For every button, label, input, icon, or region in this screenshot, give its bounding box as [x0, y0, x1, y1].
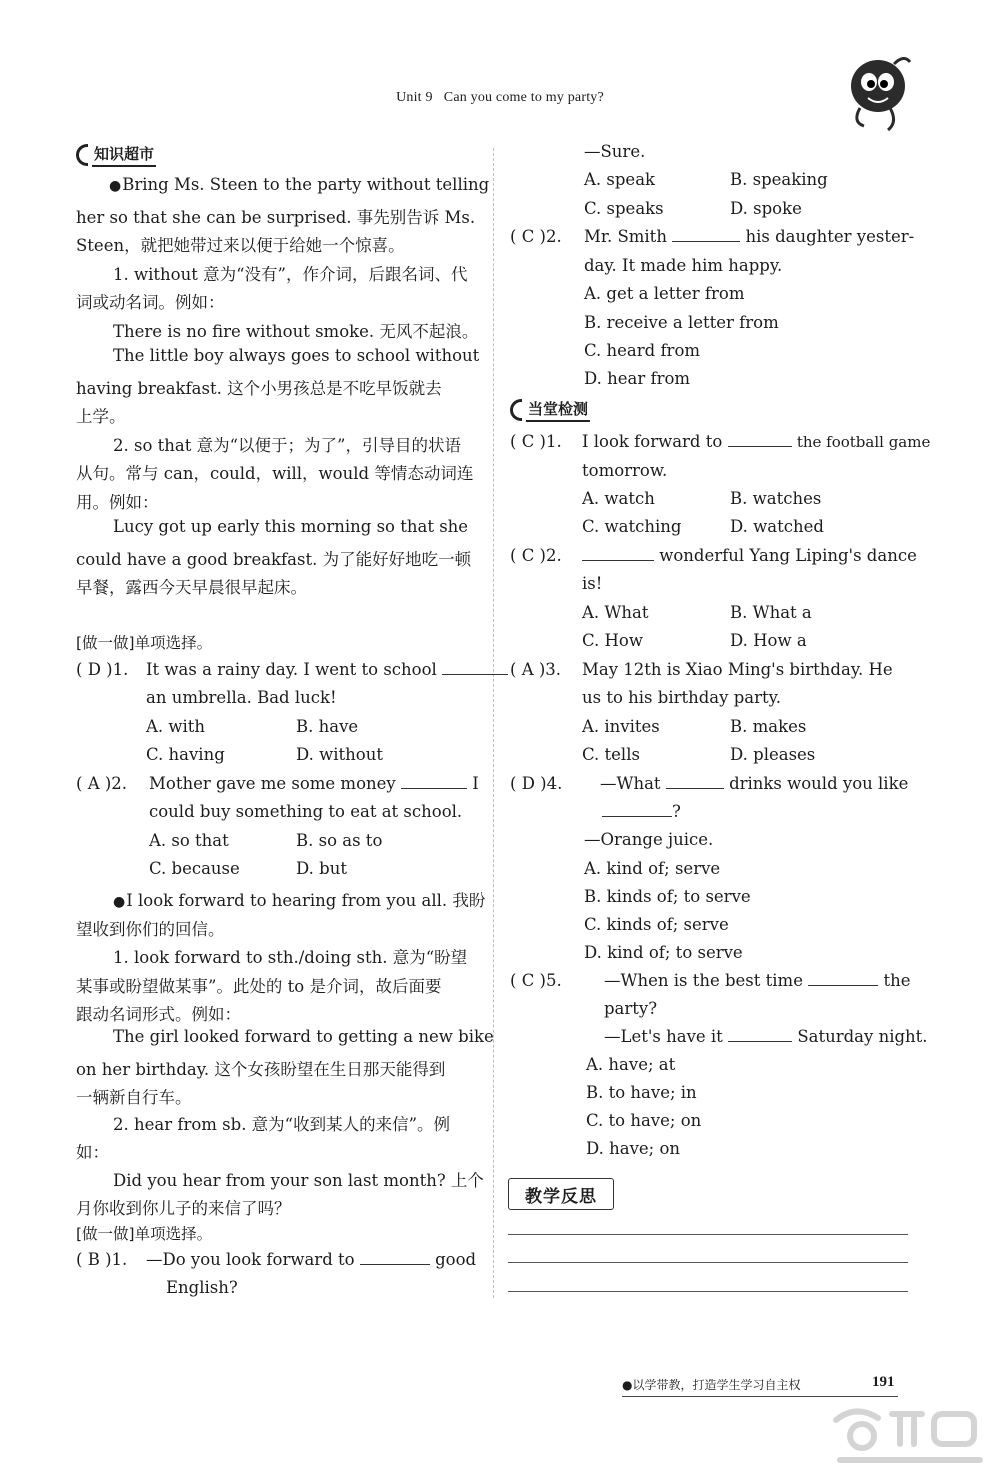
question-text: English?	[166, 1278, 238, 1297]
unit-title: Can you come to my party?	[443, 90, 604, 105]
watermark-logo	[826, 1400, 996, 1474]
text-line: 上学。	[76, 407, 126, 426]
text-line: 2. so that 意为“以便于；为了”，引导目的状语	[113, 436, 461, 455]
option: A. What	[582, 603, 649, 622]
question-stem: wonderful Yang Liping's dance	[659, 546, 917, 565]
text-line: her so that she can be surprised. 事先别告诉 Ms.	[76, 208, 476, 227]
answer-letter: D	[87, 660, 101, 679]
text-line: on her birthday. 这个女孩盼望在生日那天能得到	[76, 1060, 446, 1079]
option: D. watched	[730, 517, 824, 536]
option: A. with	[146, 717, 206, 736]
question-text	[584, 227, 914, 246]
answer-letter: C	[521, 432, 535, 451]
text-line: 2. hear from sb. 意为“收到某人的来信”。例	[113, 1115, 451, 1134]
question-number: 3.	[545, 660, 562, 679]
answer-letter: A	[87, 774, 100, 793]
question-number: 1.	[111, 1250, 128, 1269]
writing-line[interactable]	[508, 1262, 908, 1263]
question-item: ( C )1.	[510, 432, 562, 451]
question-text: —Orange juice.	[584, 830, 714, 849]
answer-blank[interactable]	[401, 774, 467, 789]
question-number: 4.	[546, 774, 563, 793]
option: B. watches	[730, 489, 822, 508]
question-item: ( C )2.	[510, 227, 562, 246]
text-line: —Sure.	[584, 142, 646, 161]
question-number: 5.	[546, 971, 562, 990]
question-stem: —When is the best time	[604, 971, 803, 990]
text-line: Did you hear from your son last month? 上个	[113, 1171, 484, 1190]
option: D. hear from	[584, 369, 691, 388]
text-line: ● I look forward to hearing from you all. 我盼	[113, 887, 485, 911]
text-line: having breakfast. 这个小男孩总是不吃早饭就去	[76, 379, 442, 398]
unit-number: Unit 9	[396, 90, 433, 105]
option: D. but	[296, 859, 347, 878]
question-item: ( B )1.	[76, 1250, 128, 1269]
option: B. kinds of; to serve	[584, 887, 751, 906]
question-text	[149, 774, 479, 793]
question-stem: the	[883, 971, 911, 990]
option: B. to have; in	[586, 1083, 697, 1102]
option: D. without	[296, 745, 383, 764]
question-text	[146, 1250, 476, 1269]
option: A. have; at	[586, 1055, 676, 1074]
question-stem: —Do you look forward to	[146, 1250, 355, 1269]
option: A. so that	[149, 831, 229, 850]
question-text: day. It made him happy.	[584, 256, 783, 275]
option: D. spoke	[730, 199, 802, 218]
option: C. having	[146, 745, 225, 764]
question-number: 2.	[111, 774, 128, 793]
question-stem: It was a rainy day. I went to school	[146, 660, 437, 679]
question-number: 1.	[546, 432, 562, 451]
footer-slogan: ●以学带教，打造学生学习自主权	[622, 1378, 801, 1392]
question-stem: drinks would you like	[729, 774, 909, 793]
option: C. heard from	[584, 341, 701, 360]
text-line: 如：	[76, 1143, 109, 1162]
question-text	[600, 774, 908, 793]
question-item: ( D )4.	[510, 774, 563, 793]
text-line: Steen，就把她带过来以便于给她一个惊喜。	[76, 236, 405, 255]
footer-rule	[622, 1396, 898, 1397]
option: C. How	[582, 631, 643, 650]
badge-arc-icon	[510, 399, 522, 421]
option: A. get a letter from	[584, 284, 745, 303]
writing-line[interactable]	[508, 1234, 908, 1235]
writing-line[interactable]	[508, 1291, 908, 1292]
text-line: 1. look forward to sth./doing sth. 意为“盼望	[113, 948, 468, 967]
question-item: ( A )3.	[510, 660, 562, 679]
column-divider	[493, 148, 494, 1298]
answer-blank[interactable]	[360, 1250, 430, 1265]
question-text	[602, 802, 681, 821]
question-number: 2.	[546, 546, 562, 565]
text-line: 1. without 意为“没有”，作介词，后跟名词、代	[113, 265, 468, 284]
question-stem: good	[435, 1250, 477, 1269]
question-stem: —What	[600, 774, 661, 793]
answer-blank[interactable]	[602, 802, 672, 817]
answer-blank[interactable]	[582, 546, 654, 561]
text-line: 望收到你们的回信。	[76, 920, 225, 939]
section-title: 当堂检测	[526, 398, 590, 422]
answer-letter: D	[521, 774, 535, 793]
question-text	[604, 1027, 928, 1046]
question-text	[582, 660, 893, 679]
question-text: could buy something to eat at school.	[149, 802, 463, 821]
option: A. kind of; serve	[584, 859, 721, 878]
mascot-illustration	[838, 50, 918, 134]
question-stem: I look forward to	[582, 432, 723, 451]
text-line: 月你收到你儿子的来信了吗？	[76, 1199, 291, 1218]
section-badge-knowledge	[76, 143, 156, 167]
option: B. receive a letter from	[584, 313, 779, 332]
question-number: 1.	[112, 660, 129, 679]
option: B. speaking	[730, 170, 828, 189]
option: A. speak	[584, 170, 656, 189]
answer-blank[interactable]	[672, 227, 740, 242]
question-item: ( A )2.	[76, 774, 128, 793]
question-text: us to his birthday party.	[582, 688, 782, 707]
option: A. watch	[582, 489, 655, 508]
text-line: 词或动名词。例如：	[76, 293, 225, 312]
option: C. watching	[582, 517, 682, 536]
text-line: The little boy always goes to school without	[113, 346, 480, 365]
question-text	[604, 971, 911, 990]
question-text	[582, 432, 930, 451]
text-line: 从句。常与 can，could，will，would 等情态动词连	[76, 464, 474, 483]
text-line: 一辆新自行车。	[76, 1088, 192, 1107]
text-line: The girl looked forward to getting a new bike	[113, 1027, 494, 1046]
answer-blank[interactable]	[728, 432, 792, 447]
option: C. tells	[582, 745, 640, 764]
text-line: 跟动名词形式。例如：	[76, 1005, 241, 1024]
option: C. because	[149, 859, 240, 878]
answer-blank[interactable]	[666, 774, 724, 789]
question-stem: Mr. Smith	[584, 227, 667, 246]
question-stem: Saturday night.	[797, 1027, 928, 1046]
answer-blank[interactable]	[442, 660, 508, 675]
question-stem: I	[472, 774, 479, 793]
text-line: ● Bring Ms. Steen to the party without telling	[109, 175, 489, 194]
answer-letter: B	[87, 1250, 100, 1269]
answer-letter: C	[521, 227, 535, 246]
answer-letter: C	[521, 971, 535, 990]
option: B. have	[296, 717, 359, 736]
question-text: tomorrow.	[582, 461, 668, 480]
question-text	[582, 546, 917, 565]
question-item: ( D )1.	[76, 660, 129, 679]
text-line: Lucy got up early this morning so that she	[113, 517, 469, 536]
option: D. pleases	[730, 745, 816, 764]
option: C. speaks	[584, 199, 664, 218]
answer-letter: A	[521, 660, 534, 679]
question-stem: May 12th is Xiao Ming's birthday. He	[582, 660, 893, 679]
question-stem: Mother gave me some money	[149, 774, 396, 793]
text-line: There is no fire without smoke. 无风不起浪。	[113, 322, 479, 341]
text-line: 用。例如：	[76, 493, 159, 512]
text-line: could have a good breakfast. 为了能好好地吃一顿	[76, 550, 472, 569]
question-stem: —Let's have it	[604, 1027, 723, 1046]
answer-blank[interactable]	[728, 1027, 792, 1042]
answer-blank[interactable]	[808, 971, 878, 986]
option: D. kind of; to serve	[584, 943, 743, 962]
page-number: 191	[872, 1374, 895, 1390]
option: C. to have; on	[586, 1111, 702, 1130]
question-stem: the football game	[796, 433, 931, 451]
question-stem: his daughter yester-	[745, 227, 915, 246]
question-text: is!	[582, 574, 603, 593]
section-badge-test	[510, 398, 590, 422]
question-text	[146, 660, 508, 679]
practice-title: [做一做]单项选择。	[76, 1225, 213, 1243]
text-line: 早餐，露西今天早晨很早起床。	[76, 578, 307, 597]
question-text: party?	[604, 999, 658, 1018]
option: B. so as to	[296, 831, 383, 850]
question-item: ( C )5.	[510, 971, 562, 990]
option: D. How a	[730, 631, 807, 650]
question-stem: ?	[672, 802, 681, 821]
question-text: an umbrella. Bad luck!	[146, 688, 337, 707]
question-number: 2.	[546, 227, 562, 246]
option: D. have; on	[586, 1139, 681, 1158]
question-item: ( C )2.	[510, 546, 562, 565]
text-line: 某事或盼望做某事”。此处的 to 是介词，故后面要	[76, 977, 442, 996]
option: A. invites	[582, 717, 660, 736]
practice-title: [做一做]单项选择。	[76, 634, 213, 652]
answer-letter: C	[521, 546, 535, 565]
option: B. makes	[730, 717, 807, 736]
badge-arc-icon	[76, 144, 88, 166]
reflection-title: 教学反思	[508, 1178, 614, 1210]
section-title: 知识超市	[92, 143, 156, 167]
option: C. kinds of; serve	[584, 915, 729, 934]
option: B. What a	[730, 603, 812, 622]
